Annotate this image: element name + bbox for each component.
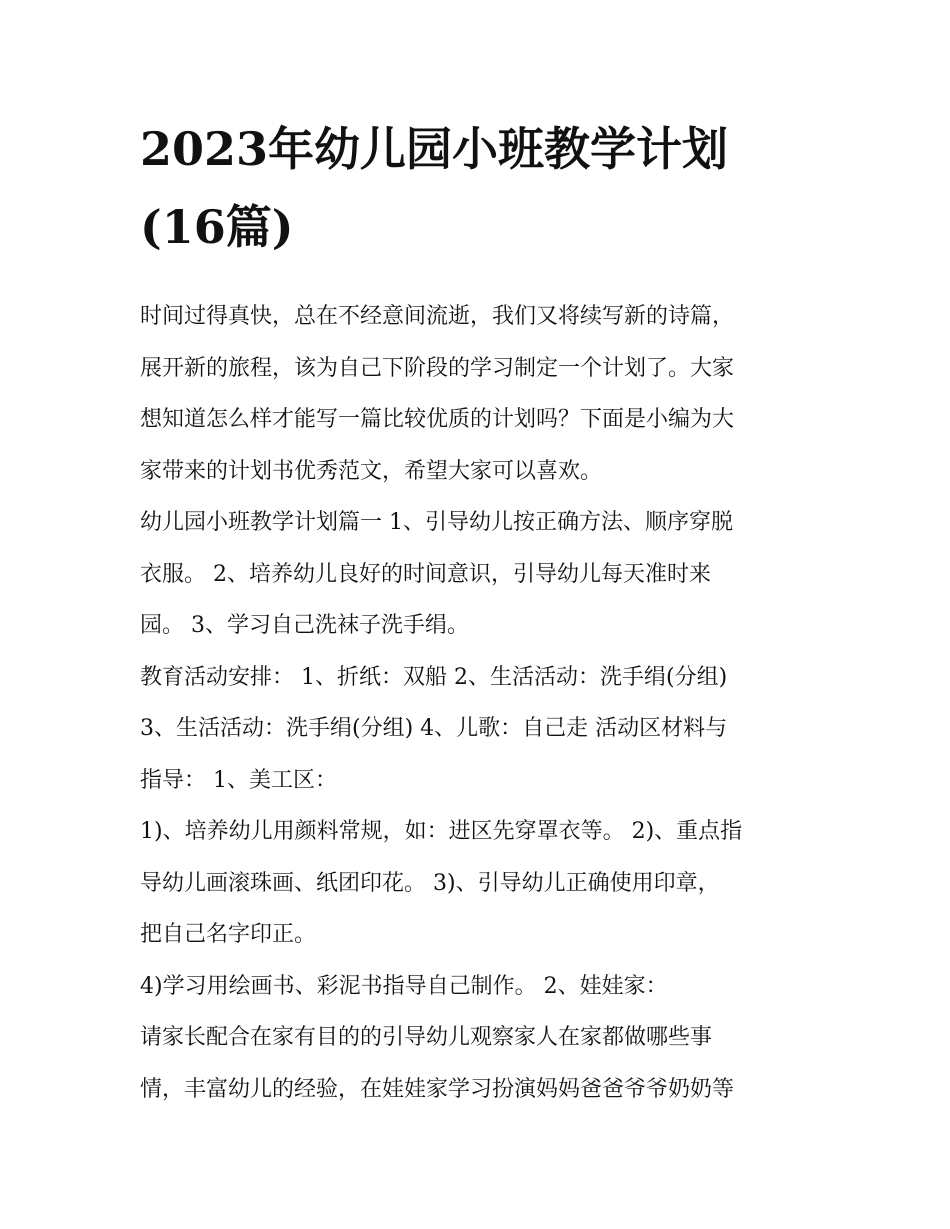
title-line: (16篇) — [140, 200, 294, 254]
paragraph-parents — [140, 1012, 830, 1115]
text-line: 情，丰富幼儿的经验，在娃娃家学习扮演妈妈爸爸爷爷奶奶等 — [140, 1076, 735, 1102]
text-line: 指导： 1、美工区： — [140, 767, 337, 793]
text-line: 4)学习用绘画书、彩泥书指导自己制作。 2、娃娃家： — [140, 973, 668, 999]
paragraph-intro — [140, 291, 830, 497]
paragraph-art-area — [140, 806, 830, 961]
text-line: 3、生活活动：洗手绢(分组) 4、儿歌：自己走 活动区材料与 — [140, 716, 728, 741]
text-line: 展开新的旅程，该为自己下阶段的学习制定一个计划了。大家 — [140, 355, 735, 381]
document-title — [140, 110, 830, 266]
text-line: 时间过得真快，总在不经意间流逝，我们又将续写新的诗篇， — [140, 304, 735, 329]
title-line: 2023年幼儿园小班教学计划 — [140, 122, 729, 176]
paragraph-drawing-books — [140, 961, 830, 1013]
document-page — [140, 110, 830, 1115]
paragraph-plan-one — [140, 497, 830, 652]
text-line: 请家长配合在家有目的的引导幼儿观察家人在家都做哪些事 — [140, 1025, 713, 1050]
text-line: 想知道怎么样才能写一篇比较优质的计划吗？下面是小编为大 — [140, 407, 735, 432]
text-line: 教育活动安排： 1、折纸：双船 2、生活活动：洗手绢(分组) — [140, 664, 728, 690]
text-line: 1)、培养幼儿用颜料常规，如：进区先穿罩衣等。 2)、重点指 — [140, 819, 743, 844]
text-line: 把自己名字印正。 — [140, 922, 317, 947]
text-line: 幼儿园小班教学计划篇一 1、引导幼儿按正确方法、顺序穿脱 — [140, 510, 733, 535]
text-line: 导幼儿画滚珠画、纸团印花。 3)、引导幼儿正确使用印章， — [140, 870, 720, 896]
text-line: 衣服。 2、培养幼儿良好的时间意识，引导幼儿每天准时来 — [140, 561, 711, 587]
text-line: 园。 3、学习自己洗袜子洗手绢。 — [140, 613, 469, 638]
paragraph-activity-arrangement — [140, 652, 830, 807]
text-line: 家带来的计划书优秀范文，希望大家可以喜欢。 — [140, 458, 603, 484]
